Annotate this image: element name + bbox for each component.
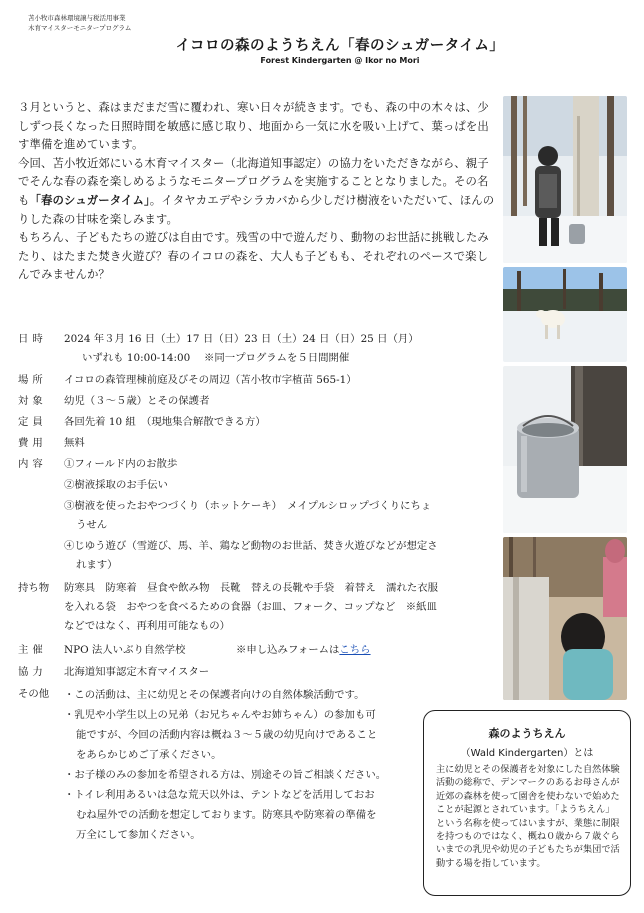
content-item-3-cont: うせん — [76, 519, 108, 531]
content-item-4: ④じゆう遊び（雪遊び、馬、羊、鶏など動物のお世話、焚き火遊びなどが想定さ — [64, 540, 438, 552]
intro-paragraph-2 — [18, 154, 498, 228]
note-2-line-3: をあらかじめご了承ください。 — [76, 749, 222, 761]
items-line-2: を入れる袋 おやつを食べるための食器（お皿、フォーク、コップなど ※紙皿 — [64, 601, 437, 613]
date-value: 2024 年３月 16 日（土）17 日（日）23 日（土）24 日（日）25 日（月） — [64, 333, 419, 345]
note-4-line-1: ・トイレ利用あるいは急な荒天以外は、テントなどを活用しておお — [64, 789, 375, 801]
note-4-line-3: 万全にして参加ください。 — [76, 829, 201, 841]
note-4-line-2: むね屋外での活動を想定しております。防寒具や防寒着の準備を — [76, 809, 377, 821]
items-label: 持ち物 — [18, 582, 50, 594]
coop-label: 協力 — [18, 666, 47, 678]
organizer-line-1: 苫小牧市森林環境譲与税活用事業 — [28, 14, 126, 22]
content-item-3: ③樹液を使ったおやつづくり（ホットケーキ） メイプルシロップづくりにちょ — [64, 500, 432, 512]
event-info — [18, 330, 438, 670]
place-label: 場所 — [18, 374, 47, 386]
fee-value: 無料 — [64, 437, 85, 449]
content-item-4-cont: れます） — [76, 559, 118, 571]
page-title: イコロの森のようちえん「春のシュガータイム」 — [175, 38, 505, 54]
photo-snow-field-animal — [503, 267, 627, 362]
page-subtitle: Forest Kindergarten @ Ikor no Mori — [260, 56, 420, 65]
date-label: 日時 — [18, 333, 47, 345]
note-2-line-2: 能ですが、今回の活動内容は概ね３～５歳の幼児向けであること — [76, 729, 378, 741]
program-name: 「春のシュガータイム」 — [29, 192, 150, 207]
note-3: ・お子様のみの参加を希望される方は、別途その旨ご相談ください。 — [64, 769, 387, 781]
photo-child-tapping-tree — [503, 96, 627, 263]
content-item-1: ①フィールド内のお散歩 — [64, 458, 178, 470]
items-line-3: などではなく、再利用可能なもの） — [64, 620, 231, 632]
target-value: 幼児（３～５歳）とその保護者 — [64, 395, 210, 407]
intro-paragraph-1: ３月というと、森はまだまだ雪に覆われ、寒い日々が続きます。でも、森の中の木々は、少しずつ長くなった日照時間を敏感に感じ取り、地面から一気に水を吸い上げて、葉っぱを出す準備を進めています。 — [18, 100, 489, 152]
definition-title: 森のようちえん — [488, 727, 566, 740]
definition-body: 主に幼児とその保護者を対象にした自然体験活動の総称で、デンマークのあるお母さんが近郊の森林を使って園舎を使わないで始めたことが起源とされています。「ようちえん」という名称を使ってはいますが、業態に制限を持つものではなく、概ね０歳から７歳ぐらいまでの乳児や幼児の子どもたちが集団で活動する場を指しています。 — [436, 764, 620, 869]
other-label: その他 — [18, 688, 50, 700]
fee-label: 費用 — [18, 437, 47, 449]
notes — [64, 685, 424, 845]
application-form-link[interactable]: こちら — [339, 644, 371, 656]
intro-text — [18, 98, 498, 284]
capacity-label: 定員 — [18, 416, 47, 428]
intro-p2-part-c: 。イタヤカエデやシラカバから少しだけ樹液をいただいて、ほんのりした森の甘味を楽しみます。 — [18, 192, 495, 226]
note-1: ・この活動は、主に幼児とその保護者向けの自然体験活動です。 — [64, 689, 365, 701]
definition-subtitle: （Wald Kindergarten）とは — [460, 748, 594, 759]
photo-sap-bucket — [503, 366, 627, 533]
host-label: 主催 — [18, 644, 47, 656]
date-value-2: いずれも 10:00-14:00 ※同一プログラムを５日間開催 — [82, 352, 350, 364]
intro-paragraph-3: もちろん、子どもたちの遊びは自由です。残雪の中で遊んだり、動物のお世話に挑戦したみたり、はたまた焚き火遊び？春のイコロの森を、大人も子どもも、それぞれのペースで楽しんでみませんか？ — [18, 230, 489, 282]
photo-child-at-tree — [503, 537, 627, 700]
intro-p2-part-a: 今回、苫小牧近郊にいる木育マイスター（北海道知事認定）の協力をいただきながら、親子でそんな春の森を楽しめるようなモニタープログラムを実施することとなりました。その名も — [18, 155, 489, 207]
coop-value: 北海道知事認定木育マイスター — [64, 666, 210, 678]
host-value: NPO 法人いぶり自然学校 — [64, 644, 186, 656]
definition-box — [423, 710, 631, 896]
target-label: 対象 — [18, 395, 47, 407]
note-2-line-1: ・乳児や小学生以上の兄弟（お兄ちゃんやお姉ちゃん）の参加も可 — [64, 709, 376, 721]
content-label: 内容 — [18, 458, 47, 470]
capacity-value: 各回先着 10 組 （現地集合解散できる方） — [64, 416, 266, 428]
items-line-1: 防寒具 防寒着 昼食や飲み物 長靴 替えの長靴や手袋 着替え 濡れた衣服 — [64, 582, 439, 594]
content-item-2: ②樹液採取のお手伝い — [64, 479, 168, 491]
application-note-text: ※申し込みフォームは — [236, 644, 340, 656]
organizer-line-2: 木育マイスターモニタープログラム — [28, 24, 132, 32]
place-value: イコロの森管理棟前庭及びその周辺（苫小牧市字植苗 565-1） — [64, 374, 357, 386]
